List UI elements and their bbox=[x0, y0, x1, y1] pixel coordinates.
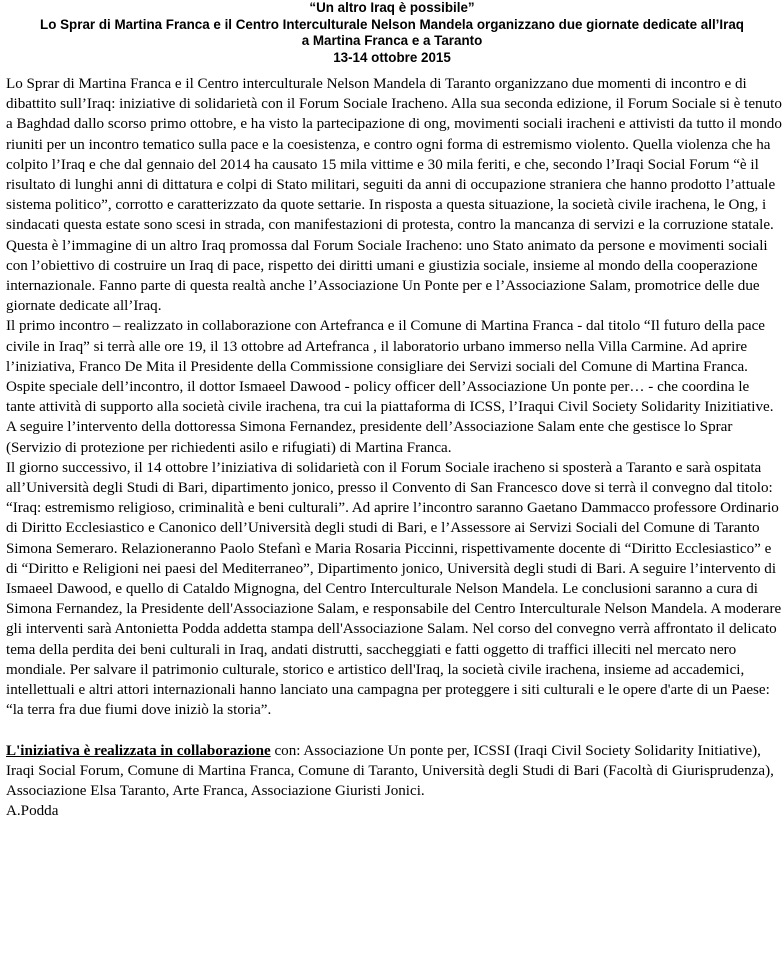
paragraph-collaboration bbox=[6, 741, 782, 802]
collaboration-partners: con: Associazione Un ponte per, ICSSI (Iraqi Civil Society Solidarity Initiative), Iraqi Social Forum, Comune di Martina Franca, Comune di Taranto, Università degli Studi di Bari (Facoltà di Giurisprudenza), Associazione Elsa Taranto, Arte Franca, Associazione Giuristi Jonici. bbox=[6, 742, 774, 799]
document-body bbox=[6, 74, 782, 821]
document-subtitle: Lo Sprar di Martina Franca e il Centro Interculturale Nelson Mandela organizzano due giornate dedicate all’Iraq bbox=[40, 16, 744, 32]
paragraph-second-meeting: Il giorno successivo, il 14 ottobre l’iniziativa di solidarietà con il Forum Sociale iracheno si sposterà a Taranto e sarà ospitata all’Università degli Studi di Bari, dipartimento jonico, presso il Convento di San Francesco dove si terrà il convegno dal titolo: “Iraq: estremismo religioso, criminalità e beni culturali”. Ad aprire l’incontro saranno Gaetano Dammacco professore Ordinario di Diritto Ecclesiastico e Canonico dell’Università degli studi di Bari, e l’Assessore ai Servizi Sociali del Comune di Taranto Simona Semeraro. Relazioneranno Paolo Stefanì e Maria Rosaria Piccinni, rispettivamente docente di “Diritto Ecclesiastico” e di “Diritto e Religioni nei paesi del Mediterraneo”, Dipartimento jonico, Università degli studi di Bari. A seguire l’intervento di Ismaeel Dawood, e quello di Cataldo Mignogna, del Centro Interculturale Nelson Mandela. Le conclusioni saranno a cura di Simona Fernandez, la Presidente dell'Associazione Salam, e responsabile del Centro Interculturale Nelson Mandela. A moderare gli interventi sarà Antonietta Podda addetta stampa dell'Associazione Salam. Nel corso del convegno verrà affrontato il delicato tema della perdita dei beni culturali in Iraq, andati distrutti, saccheggiati e fatti oggetto di traffici illeciti nel mercato nero mondiale. Per salvare il patrimonio culturale, storico e artistico dell'Iraq, la società civile irachena, insieme ad accademici, intellettuali e altri attori internazionali hanno lanciato una campagna per proteggere i siti culturali e le opere d'arte di un Paese: “la terra fra due fiumi dove iniziò la storia”. bbox=[6, 459, 782, 719]
document-dates: 13-14 ottobre 2015 bbox=[333, 49, 451, 65]
document-subtitle-locations: a Martina Franca e a Taranto bbox=[301, 33, 483, 49]
document-title: “Un altro Iraq è possibile” bbox=[309, 0, 475, 15]
document-header bbox=[0, 0, 784, 66]
collaboration-lead: L'iniziativa è realizzata in collaborazione bbox=[6, 742, 271, 759]
paragraph-first-meeting: Il primo incontro – realizzato in collaborazione con Artefranca e il Comune di Martina Franca - dal titolo “Il futuro della pace civile in Iraq” si terrà alle ore 19, il 13 ottobre ad Artefranca , il laboratorio urbano immerso nella Villa Carmine. Ad aprire l’iniziativa, Franco De Mita il Presidente della Commissione consigliare dei Servizi sociali del Comune di Martina Franca. Ospite speciale dell’incontro, il dottor Ismaeel Dawood - policy officer dell’Associazione Un ponte per… - che coordina le tante attività di supporto alla società civile irachena, tra cui la piattaforma di ICSS, l’Iraqui Civil Society Solidarity Inizitiative. A seguire l’intervento della dottoressa Simona Fernandez, presidente dell’Associazione Salam ente che gestisce lo Sprar (Servizio di protezione per richiedenti asilo e rifugiati) di Martina Franca. bbox=[6, 318, 774, 456]
paragraph-spacer bbox=[6, 721, 782, 741]
paragraph-intro: Lo Sprar di Martina Franca e il Centro interculturale Nelson Mandela di Taranto organizzano due momenti di incontro e di dibattito sull’Iraq: iniziative di solidarietà con il Forum Sociale Iracheno. Alla sua seconda edizione, il Forum Sociale si è tenuto a Baghdad dallo scorso primo ottobre, e ha visto la partecipazione di ong, movimenti sociali iracheni e attivisti da tutto il mondo riuniti per un incontro tematico sulla pace e la coesistenza, e contro ogni forma di estremismo violento. Quella violenza che ha colpito l’Iraq e che dal gennaio del 2014 ha causato 15 mila vittime e 30 mila feriti, e che, secondo l’Iraqi Social Forum “è il risultato di lunghi anni di dittatura e colpi di Stato militari, seguiti da anni di occupazione straniera che hanno prodotto l’attuale sistema politico”, corrotto e caratterizzato da quote settarie. In risposta a questa situazione, la società civile irachena, le Ong, i sindacati questa estate sono scesi in strada, con manifestazioni di protesta, contro la mancanza di servizi e la corruzione statale. Questa è l’immagine di un altro Iraq promossa dal Forum Sociale Iracheno: uno Stato animato da persone e movimenti sociali con l’obiettivo di costruire un Iraq di pace, rispetto dei diritti umani e giustizia sociale, insieme al mondo della cooperazione internazionale. Fanno parte di questa realtà anche l’Associazione Un Ponte per e l’Associazione Salam, promotrice delle due giornate dedicate all’Iraq. bbox=[6, 76, 782, 315]
signature: A.Podda bbox=[6, 803, 59, 820]
